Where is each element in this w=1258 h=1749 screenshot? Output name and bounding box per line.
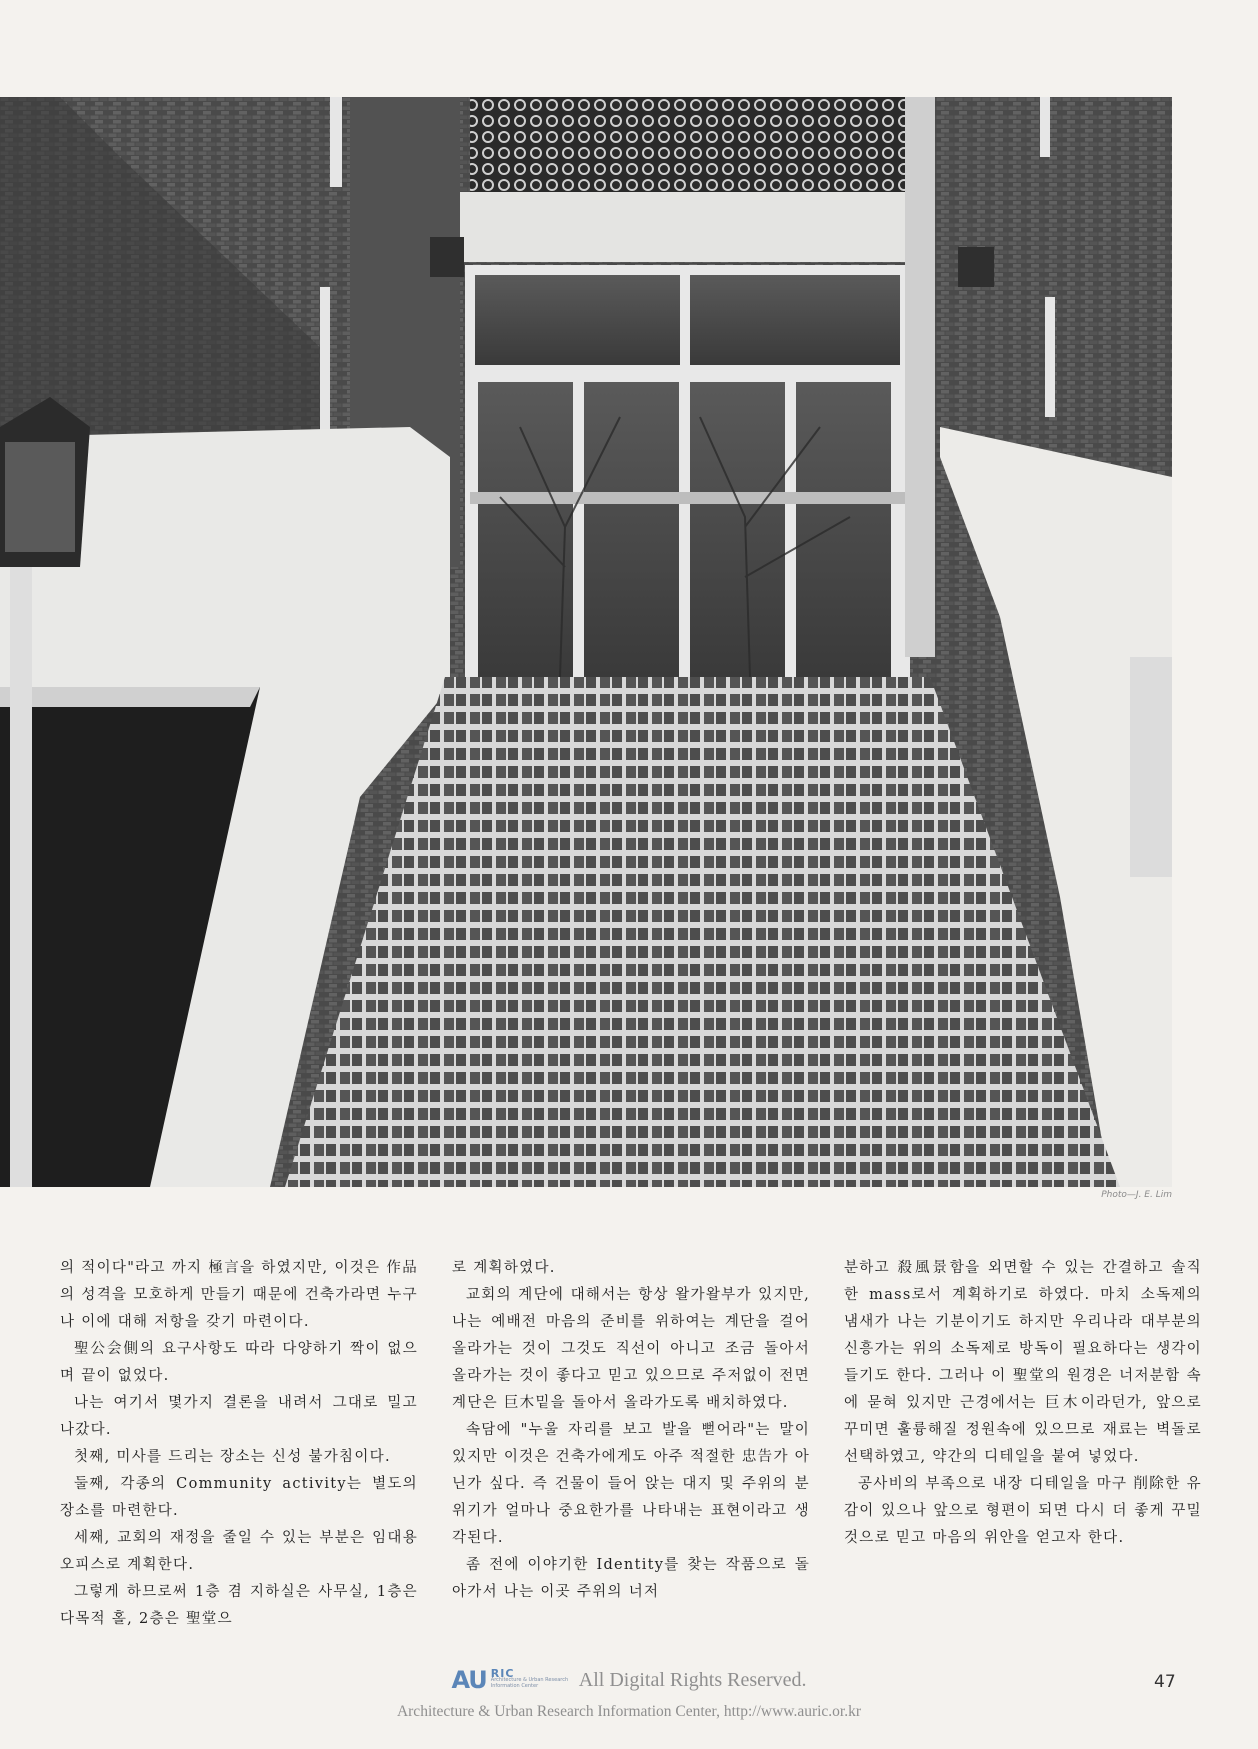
- photo-credit: Photo—J. E. Lim: [1101, 1190, 1172, 1200]
- paragraph: 분하고 殺風景함을 외면할 수 있는 간결하고 솔직한 mass로서 계획하기로 하였다. 마치 소독제의 냄새가 나는 기분이기도 하지만 우리나라 대부분의 신흥가는 위의 소독제로 방독이 필요하다는 생각이 들기도 한다. 그러나 이 聖堂의 원경은 너저분함 속에 묻혀 있지만 근경에서는 巨木이라던가, 앞으로 꾸미면 훌륭해질 정원속에 있으므로 재료는 벽돌로 선택하였고, 약간의 디테일을 붙여 넣었다.: [844, 1260, 1202, 1465]
- paragraph: 첫째, 미사를 드리는 장소는 신성 불가침이다.: [74, 1449, 391, 1465]
- paragraph: 세째, 교회의 재정을 줄일 수 있는 부분은 임대용 오피스로 계획한다.: [60, 1530, 418, 1573]
- org-line: Architecture & Urban Research Information Center, http://www.auric.or.kr: [396, 1703, 862, 1720]
- paragraph: 聖公会側의 요구사항도 따라 다양하기 짝이 없으며 끝이 없었다.: [60, 1341, 418, 1384]
- paragraph: 나는 여기서 몇가지 결론을 내려서 그대로 밀고 나갔다.: [60, 1395, 418, 1438]
- paragraph: 교회의 계단에 대해서는 항상 왈가왈부가 있지만, 나는 예배전 마음의 준비를 위하여는 계단을 걸어 올라가는 것이 그것도 직선이 아니고 조금 돌아서 올라가는 것이 좋다고 믿고 있으므로 주저없이 전면 계단은 巨木밑을 돌아서 올라가도록 배치하였다.: [452, 1287, 810, 1411]
- church-entrance-photo: [0, 97, 1172, 1187]
- paragraph: 그렇게 하므로써 1층 겸 지하실은 사무실, 1층은 다목적 홀, 2층은 聖堂으: [60, 1584, 418, 1627]
- auric-logo: [451, 1666, 568, 1694]
- text-column-2: [452, 1255, 810, 1633]
- logo-subtitle: Architecture & Urban Research Information Center: [490, 1677, 569, 1689]
- paragraph: 둘째, 각종의 Community activity는 별도의 장소를 마련한다.: [60, 1476, 418, 1519]
- text-column-3: [844, 1255, 1202, 1633]
- paragraph: 좀 전에 이야기한 Identity를 찾는 작품으로 돌아가서 나는 이곳 주위의 너저: [452, 1557, 810, 1600]
- logo-mark: AU: [451, 1666, 487, 1694]
- logo-ric: RIC: [490, 1667, 515, 1680]
- paragraph: 의 적이다"라고 까지 極言을 하였지만, 이것은 作品의 성격을 모호하게 만들기 때문에 건축가라면 누구나 이에 대해 저항을 갖기 마련이다.: [60, 1260, 418, 1330]
- photo-illustration: [0, 97, 1172, 1187]
- page-number: 47: [1154, 1672, 1176, 1692]
- footer: [0, 1665, 1258, 1721]
- article-body: [60, 1255, 1202, 1627]
- logo-text-block: [490, 1667, 569, 1689]
- paragraph: 속담에 "누울 자리를 보고 발을 뻗어라"는 말이 있지만 이것은 건축가에게도 아주 적절한 忠告가 아닌가 싶다. 즉 건물이 들어 앉는 대지 및 주위의 분위기가 얼마나 중요한가를 나타내는 표현이라고 생각된다.: [452, 1422, 810, 1546]
- text-column-1: [60, 1255, 418, 1633]
- paragraph: 로 계획하였다.: [452, 1260, 556, 1276]
- rights-notice: All Digital Rights Reserved.: [578, 1668, 807, 1691]
- paragraph: 공사비의 부족으로 내장 디테일을 마구 削除한 유감이 있으나 앞으로 형편이 되면 다시 더 좋게 꾸밀 것으로 믿고 마음의 위안을 얻고자 한다.: [844, 1476, 1202, 1546]
